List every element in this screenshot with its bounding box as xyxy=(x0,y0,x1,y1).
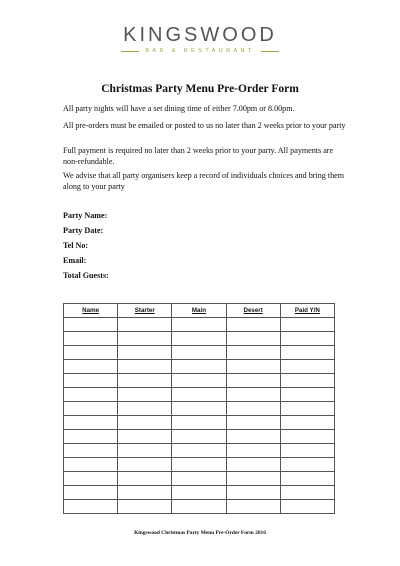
table-cell xyxy=(118,388,172,402)
table-cell xyxy=(64,458,118,472)
field-party-name: Party Name: xyxy=(63,211,108,220)
table-cell xyxy=(118,444,172,458)
tagline-divider-left xyxy=(121,51,139,52)
table-cell xyxy=(280,346,334,360)
table-cell xyxy=(172,416,226,430)
table-cell xyxy=(118,346,172,360)
table-cell xyxy=(226,472,280,486)
table-row xyxy=(64,360,335,374)
table-cell xyxy=(226,388,280,402)
table-cell xyxy=(280,402,334,416)
field-tel-no: Tel No: xyxy=(63,241,89,250)
table-cell xyxy=(280,472,334,486)
table-cell xyxy=(64,486,118,500)
info-paragraph-records: We advise that all party organisers keep a record of individuals choices and bring them along to your party xyxy=(63,171,345,191)
table-cell xyxy=(280,318,334,332)
table-cell xyxy=(226,360,280,374)
table-cell xyxy=(226,374,280,388)
table-row xyxy=(64,486,335,500)
table-row xyxy=(64,332,335,346)
table-cell xyxy=(118,458,172,472)
table-cell xyxy=(118,318,172,332)
table-cell xyxy=(118,486,172,500)
table-cell xyxy=(118,416,172,430)
info-paragraph-payment: Full payment is required no later than 2 weeks prior to your party. All payments are non-refundable. xyxy=(63,146,334,166)
table-cell xyxy=(280,486,334,500)
table-cell xyxy=(118,500,172,514)
table-cell xyxy=(172,360,226,374)
column-header-starter: Starter xyxy=(118,304,172,318)
table-cell xyxy=(64,318,118,332)
table-cell xyxy=(64,402,118,416)
table-cell xyxy=(64,346,118,360)
table-cell xyxy=(280,458,334,472)
table-cell xyxy=(280,430,334,444)
guest-order-table xyxy=(63,303,335,514)
table-row xyxy=(64,374,335,388)
brand-logo-tagline-row xyxy=(0,48,400,54)
table-cell xyxy=(64,360,118,374)
field-party-date: Party Date: xyxy=(63,226,104,235)
table-row xyxy=(64,472,335,486)
table-cell xyxy=(64,444,118,458)
table-cell xyxy=(280,444,334,458)
column-header-desert: Desert xyxy=(226,304,280,318)
table-body xyxy=(64,318,335,514)
table-cell xyxy=(172,318,226,332)
table-cell xyxy=(172,472,226,486)
table-row xyxy=(64,318,335,332)
table-row xyxy=(64,500,335,514)
field-email: Email: xyxy=(63,256,87,265)
info-paragraph-preorders: All pre-orders must be emailed or posted to us no later than 2 weeks prior to your party xyxy=(63,121,346,130)
table-cell xyxy=(172,402,226,416)
table-cell xyxy=(172,388,226,402)
table-cell xyxy=(280,360,334,374)
form-title: Christmas Party Menu Pre-Order Form xyxy=(101,83,299,95)
table-cell xyxy=(172,444,226,458)
table-cell xyxy=(226,486,280,500)
table-row xyxy=(64,458,335,472)
table-cell xyxy=(172,346,226,360)
table-cell xyxy=(172,332,226,346)
table-cell xyxy=(226,346,280,360)
table-cell xyxy=(172,500,226,514)
table-cell xyxy=(226,458,280,472)
table-cell xyxy=(226,402,280,416)
table-cell xyxy=(172,486,226,500)
table-cell xyxy=(118,430,172,444)
column-header-main: Main xyxy=(172,304,226,318)
table-cell xyxy=(226,500,280,514)
brand-logo-tagline: BAR & RESTAURANT xyxy=(145,48,255,54)
table-cell xyxy=(172,430,226,444)
table-cell xyxy=(64,430,118,444)
table-cell xyxy=(64,388,118,402)
table-cell xyxy=(64,472,118,486)
tagline-divider-right xyxy=(261,51,279,52)
info-paragraph-dining-time: All party nights will have a set dining time of either 7.00pm or 8.00pm. xyxy=(63,104,295,113)
table-cell xyxy=(118,360,172,374)
column-header-paid: Paid Y/N xyxy=(280,304,334,318)
field-total-guests: Total Guests: xyxy=(63,271,109,280)
table-row xyxy=(64,388,335,402)
table-cell xyxy=(172,458,226,472)
table-cell xyxy=(172,374,226,388)
table-row xyxy=(64,444,335,458)
table-cell xyxy=(226,318,280,332)
table-header-row xyxy=(64,304,335,318)
table-cell xyxy=(118,402,172,416)
table-cell xyxy=(226,416,280,430)
table-cell xyxy=(226,332,280,346)
table-cell xyxy=(226,430,280,444)
table-row xyxy=(64,346,335,360)
column-header-name: Name xyxy=(64,304,118,318)
table-cell xyxy=(280,388,334,402)
page-footer: Kingswood Christmas Party Menu Pre-Order Form 2016 xyxy=(134,530,266,536)
table-cell xyxy=(118,374,172,388)
table-cell xyxy=(64,416,118,430)
table-cell xyxy=(64,332,118,346)
table-row xyxy=(64,416,335,430)
brand-logo-name: KINGSWOOD xyxy=(123,24,277,46)
table-cell xyxy=(64,374,118,388)
table-cell xyxy=(118,332,172,346)
table-row xyxy=(64,430,335,444)
table-row xyxy=(64,402,335,416)
table-cell xyxy=(280,374,334,388)
table-cell xyxy=(280,332,334,346)
table-cell xyxy=(280,416,334,430)
table-cell xyxy=(118,472,172,486)
table-cell xyxy=(226,444,280,458)
table-cell xyxy=(280,500,334,514)
table-cell xyxy=(64,500,118,514)
